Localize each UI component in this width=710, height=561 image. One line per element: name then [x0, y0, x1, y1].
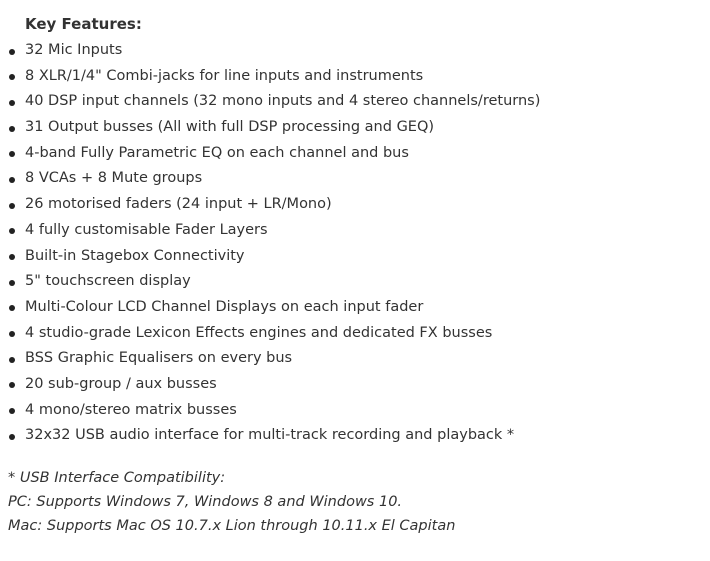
- feature-item: [0, 218, 540, 244]
- bullet-icon: [9, 331, 15, 337]
- bullet-icon: [9, 434, 15, 440]
- feature-item: [0, 115, 540, 141]
- bullet-icon: [9, 126, 15, 132]
- feature-item: [0, 269, 540, 295]
- bullet-icon: [9, 49, 15, 55]
- feature-item: [0, 141, 540, 167]
- bullet-icon: [9, 203, 15, 209]
- bullet-icon: [9, 254, 15, 260]
- feature-text: Multi-Colour LCD Channel Displays on each input fader: [25, 298, 424, 315]
- feature-text: 31 Output busses (All with full DSP processing and GEQ): [25, 119, 435, 136]
- feature-item: [0, 38, 540, 64]
- feature-item: [0, 372, 540, 398]
- key-features-heading: Key Features:: [25, 15, 142, 33]
- feature-item: [0, 346, 540, 372]
- compat-pc: PC: Supports Windows 7, Windows 8 and Windows 10.: [8, 494, 403, 510]
- feature-text: 4 mono/stereo matrix busses: [25, 401, 237, 418]
- feature-item: [0, 89, 540, 115]
- feature-item: [0, 398, 540, 424]
- bullet-icon: [9, 228, 15, 234]
- feature-text: 40 DSP input channels (32 mono inputs and 4 stereo channels/returns): [25, 93, 541, 110]
- feature-item: [0, 166, 540, 192]
- feature-text: 26 motorised faders (24 input + LR/Mono): [25, 196, 332, 213]
- bullet-icon: [9, 177, 15, 183]
- feature-text: Built-in Stagebox Connectivity: [25, 247, 245, 264]
- bullet-icon: [9, 74, 15, 80]
- usb-compatibility-notes: [8, 466, 455, 538]
- compat-title: * USB Interface Compatibility:: [8, 470, 226, 486]
- feature-text: BSS Graphic Equalisers on every bus: [25, 350, 293, 367]
- bullet-icon: [9, 408, 15, 414]
- feature-text: 20 sub-group / aux busses: [25, 375, 217, 392]
- bullet-icon: [9, 280, 15, 286]
- feature-item: [0, 295, 540, 321]
- bullet-icon: [9, 357, 15, 363]
- feature-item: [0, 321, 540, 347]
- feature-text: 4 studio-grade Lexicon Effects engines and dedicated FX busses: [25, 324, 493, 341]
- feature-item: [0, 423, 540, 449]
- feature-text: 5" touchscreen display: [25, 273, 191, 290]
- feature-text: 8 VCAs + 8 Mute groups: [25, 170, 203, 187]
- bullet-icon: [9, 382, 15, 388]
- feature-text: 32 Mic Inputs: [25, 42, 123, 58]
- bullet-icon: [9, 151, 15, 157]
- feature-text: 4-band Fully Parametric EQ on each channel and bus: [25, 144, 409, 161]
- feature-item: [0, 244, 540, 270]
- feature-text: 8 XLR/1/4" Combi-jacks for line inputs and instruments: [25, 67, 424, 84]
- compat-mac: Mac: Supports Mac OS 10.7.x Lion through 10.11.x El Capitan: [8, 518, 456, 534]
- feature-item: [0, 64, 540, 90]
- feature-text: 4 fully customisable Fader Layers: [25, 221, 268, 238]
- features-list: [0, 38, 540, 449]
- bullet-icon: [9, 100, 15, 106]
- feature-item: [0, 192, 540, 218]
- bullet-icon: [9, 305, 15, 311]
- feature-text: 32x32 USB audio interface for multi-track recording and playback *: [25, 427, 515, 444]
